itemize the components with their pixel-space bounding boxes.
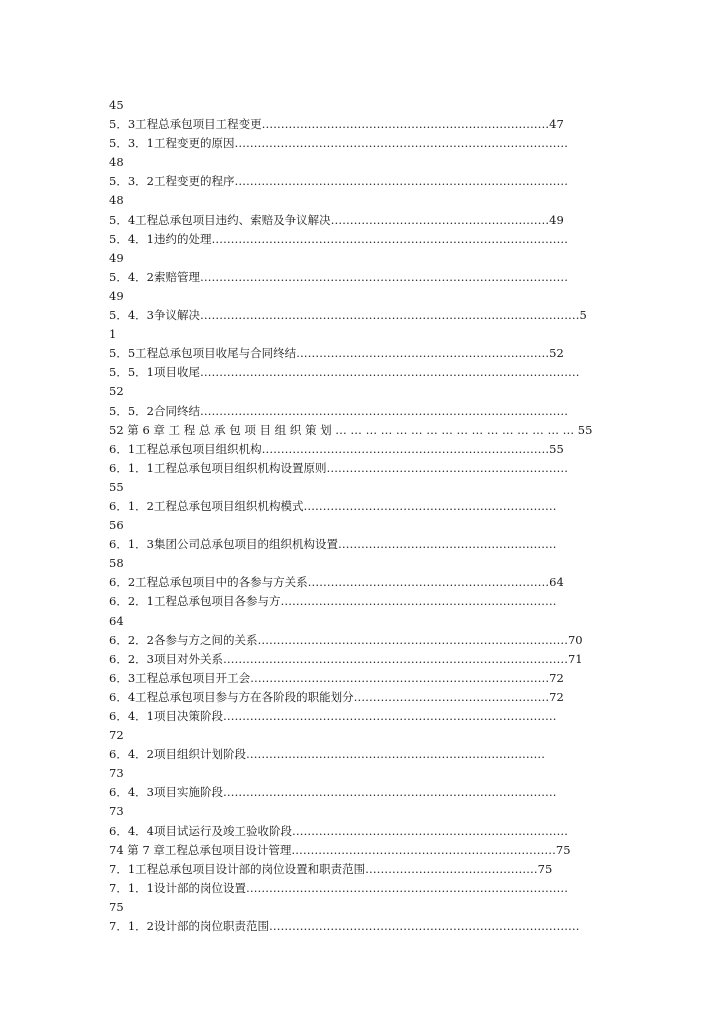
toc-line-3: 5．3．1工程变更的原因…………………………………………………………………………… bbox=[109, 136, 568, 151]
toc-line-35: 6．4．2项目组织计划阶段…………………………………………………………………… bbox=[109, 747, 545, 762]
toc-line-26: 6．2工程总承包项目中的各参与方关系………………………………………………………64 bbox=[109, 575, 564, 590]
toc-line-10: 5．4．2索赔管理…………………………………………………………………………………… bbox=[109, 269, 568, 284]
toc-line-4: 48 bbox=[109, 155, 124, 170]
toc-line-33: 6．4．1项目决策阶段…………………………………………………………………………… bbox=[109, 709, 557, 723]
toc-line-42: 7．1．1设计部的岗位设置………………………………………………………………………… bbox=[109, 880, 568, 895]
toc-line-14: 5．5工程总承包项目收尾与合同终结…………………………………………………………52 bbox=[109, 346, 564, 361]
toc-line-12: 5．4．3争议解决………………………………………………………………………………………5 bbox=[109, 308, 587, 323]
toc-line-20: 6．1．1工程总承包项目组织机构设置原则……………………………………………………… bbox=[109, 460, 568, 475]
toc-line-29: 6．2．2各参与方之间的关系………………………………………………………………………70 bbox=[109, 632, 583, 647]
toc-line-28: 64 bbox=[109, 613, 124, 628]
toc-line-7: 5．4工程总承包项目违约、索赔及争议解决…………………………………………………49 bbox=[109, 212, 564, 227]
toc-line-38: 73 bbox=[109, 804, 124, 819]
toc-line-16: 52 bbox=[109, 384, 124, 399]
toc-line-34: 72 bbox=[109, 728, 124, 743]
toc-line-19: 6．1工程总承包项目组织机构…………………………………………………………………55 bbox=[109, 441, 564, 456]
toc-line-37: 6．4．3项目实施阶段…………………………………………………………………………… bbox=[109, 785, 557, 800]
toc-line-31: 6．3工程总承包项目开工会……………………………………………………………………72 bbox=[109, 670, 564, 685]
toc-line-44: 7．1．2设计部的岗位职责范围……………………………………………………………………… bbox=[109, 919, 580, 934]
toc-line-9: 49 bbox=[109, 250, 124, 265]
toc-line-24: 6．1．3集团公司总承包项目的组织机构设置………………………………………………… bbox=[109, 537, 557, 552]
toc-line-5: 5．3．2工程变更的程序…………………………………………………………………………… bbox=[109, 174, 568, 189]
toc-line-23: 56 bbox=[109, 518, 124, 533]
toc-line-40: 74 第 7 章工程总承包项目设计管理……………………………………………………………75 bbox=[109, 842, 571, 857]
toc-line-36: 73 bbox=[109, 766, 124, 781]
toc-line-30: 6．2．3项目对外关系………………………………………………………………………………71 bbox=[109, 651, 583, 666]
toc-line-1: 45 bbox=[109, 98, 124, 112]
toc-line-22: 6．1．2工程总承包项目组织机构模式………………………………………………………… bbox=[109, 498, 557, 513]
toc-line-17: 5．5．2合同终结…………………………………………………………………………………… bbox=[109, 403, 568, 418]
toc-line-15: 5．5．1项目收尾……………………………………………………………………………………… bbox=[109, 365, 580, 380]
toc-line-13: 1 bbox=[109, 327, 117, 342]
toc-line-41: 7．1工程总承包项目设计部的岗位设置和职责范围………………………………………75 bbox=[109, 861, 553, 876]
table-of-contents bbox=[109, 96, 617, 936]
toc-line-39: 6．4．4项目试运行及竣工验收阶段……………………………………………………………… bbox=[109, 823, 568, 838]
toc-line-32: 6．4工程总承包项目参与方在各阶段的职能划分……………………………………………72 bbox=[109, 689, 564, 704]
toc-line-27: 6．2．1工程总承包项目各参与方……………………………………………………………… bbox=[109, 594, 557, 609]
toc-line-2: 5．3工程总承包项目工程变更…………………………………………………………………47 bbox=[109, 117, 564, 132]
toc-line-6: 48 bbox=[109, 193, 124, 208]
toc-line-11: 49 bbox=[109, 288, 124, 303]
toc-line-8: 5．4．1违约的处理………………………………………………………………………………… bbox=[109, 231, 568, 246]
toc-line-25: 58 bbox=[109, 556, 124, 571]
toc-line-18: 52 第 6 章 工 程 总 承 包 项 目 组 织 策 划 … … … … … … … … … … … … … … … … 55 bbox=[109, 422, 593, 437]
toc-line-21: 55 bbox=[109, 479, 124, 494]
toc-line-43: 75 bbox=[109, 899, 124, 914]
